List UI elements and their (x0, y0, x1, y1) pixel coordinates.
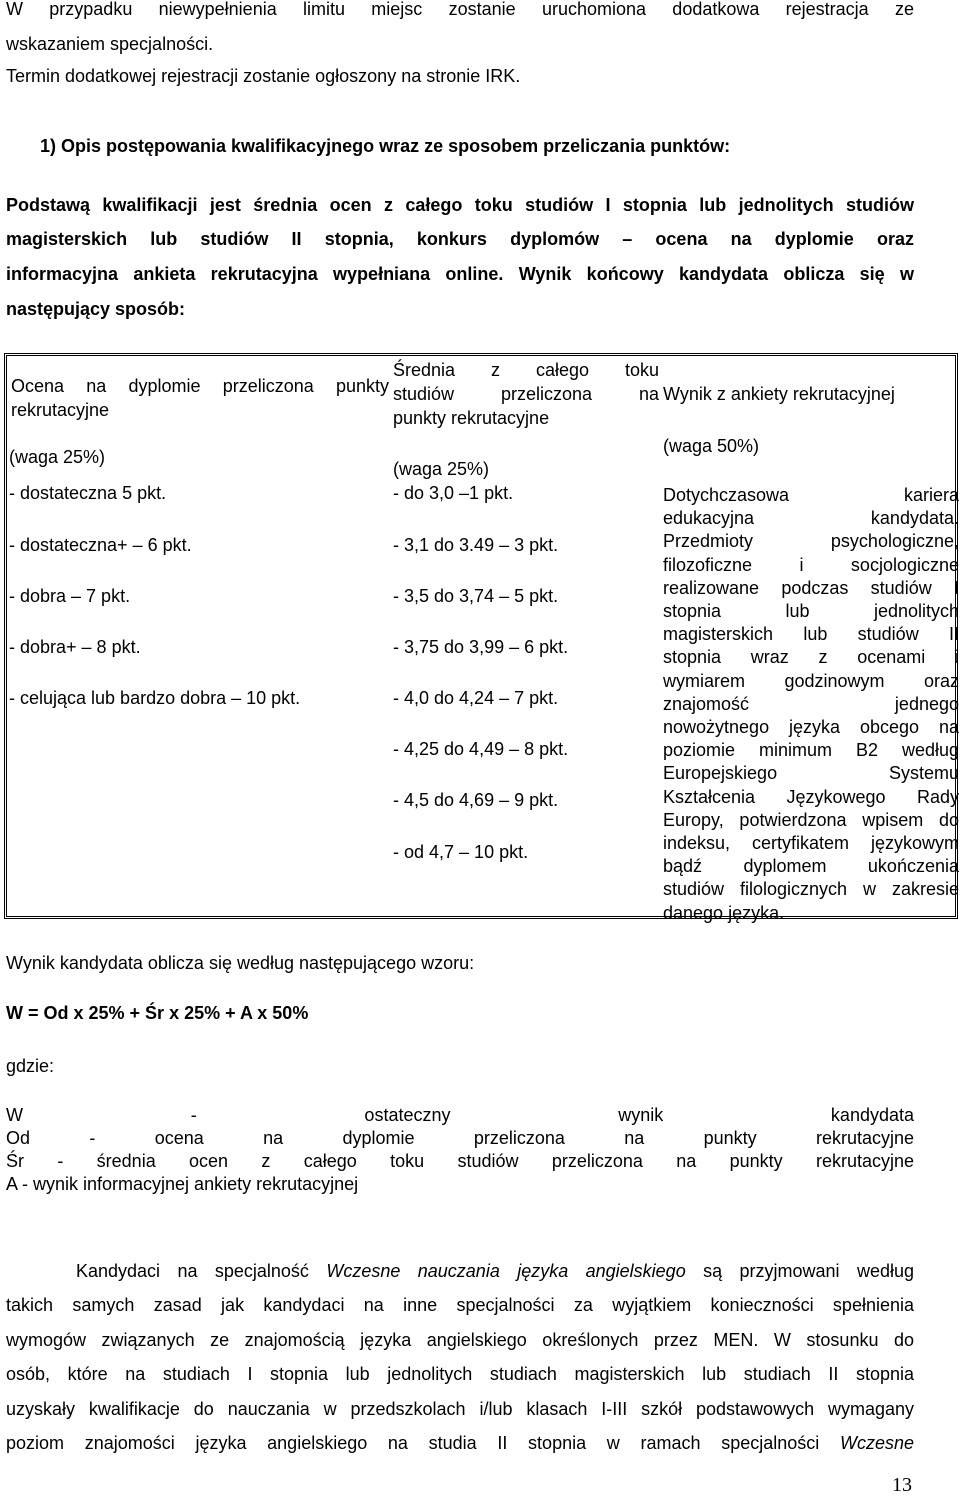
closing-text: Kandydaci na specjalność (76, 1261, 309, 1281)
col3-header: Wynik z ankiety rekrutacyjnej (663, 384, 895, 404)
col3-weight: (waga 50%) (663, 436, 760, 456)
col2-item: - od 4,7 – 10 pkt. (393, 842, 529, 862)
col3-desc-line: Kształcenia Językowego Rady (663, 786, 959, 807)
intro-line-2: wskazaniem specjalności. (6, 34, 214, 54)
col2-item: - 4,5 do 4,69 – 9 pkt. (393, 790, 559, 810)
col2-item: - 3,1 do 3.49 – 3 pkt. (393, 535, 559, 555)
col3-desc-line: studiów filologicznych w zakresie (663, 879, 959, 900)
formula-def: W - ostateczny wynik kandydata (6, 1105, 914, 1125)
col2-item: - 4,25 do 4,49 – 8 pkt. (393, 739, 569, 759)
col3-desc-line: edukacyjna kandydata. (663, 508, 959, 529)
col1-item: - celująca lub bardzo dobra – 10 pkt. (9, 688, 301, 708)
specialty-name: Wczesne nauczania języka angielskiego (326, 1261, 686, 1281)
col1-weight: (waga 25%) (9, 447, 106, 467)
page-number: 13 (892, 1474, 912, 1496)
formula-def: A - wynik informacyjnej ankiety rekrutacyjnej (6, 1174, 359, 1194)
col2-header-line2: studiów przeliczona na (393, 384, 659, 404)
col3-desc-line: magisterskich lub studiów II (663, 624, 959, 645)
section-heading: 1) Opis postępowania kwalifikacyjnego wraz ze sposobem przeliczania punktów: (40, 136, 731, 156)
formula-def: Od - ocena na dyplomie przeliczona na punkty rekrutacyjne (6, 1128, 914, 1148)
col2-header-line3: punkty rekrutacyjne (393, 408, 550, 428)
intro-line-3: Termin dodatkowej rejestracji zostanie ogłoszony na stronie IRK. (6, 66, 521, 86)
col2-item: - do 3,0 –1 pkt. (393, 483, 514, 503)
scoring-table (4, 353, 959, 923)
col1-item: - dobra – 7 pkt. (9, 586, 131, 606)
col3-desc-line: Przedmioty psychologiczne, (663, 531, 959, 552)
para-line-4: następujący sposób: (6, 299, 186, 319)
col1-item: - dostateczna+ – 6 pkt. (9, 535, 192, 555)
col3-desc-line: Europejskiego Systemu (663, 763, 959, 784)
formula-def: Śr - średnia ocen z całego toku studiów przeliczona na punkty rekrutacyjne (6, 1151, 914, 1171)
col2-header-line1: Średnia z całego toku (393, 360, 659, 380)
col2-item: - 4,0 do 4,24 – 7 pkt. (393, 688, 559, 708)
specialty-name: Wczesne (839, 1433, 914, 1453)
col3-desc-line: stopnia lub jednolitych (663, 601, 959, 622)
col3-desc-line: Dotychczasowa kariera (663, 485, 959, 505)
col3-desc-line: nowożytnego języka obcego na (663, 717, 959, 738)
col3-description (663, 484, 959, 925)
closing-line-5: uzyskały kwalifikacje do nauczania w przedszkolach i/lub klasach I-III szkół podstawowych wymagany (6, 1399, 914, 1419)
closing-line-1 (76, 1259, 914, 1283)
col3-desc-line: poziomie minimum B2 według (663, 740, 959, 761)
closing-line-3: wymogów związanych ze znajomością języka angielskiego określonych przez MEN. W stosunku do (6, 1330, 914, 1350)
col2-item: - 3,5 do 3,74 – 5 pkt. (393, 586, 559, 606)
closing-text: poziom znajomości języka angielskiego na studia II stopnia w ramach specjalności (6, 1433, 820, 1453)
col1-item: - dostateczna 5 pkt. (9, 483, 167, 503)
col1-header (11, 374, 389, 422)
col2-item: - 3,75 do 3,99 – 6 pkt. (393, 637, 569, 657)
closing-line-2: takich samych zasad jak kandydaci na inne specjalności za wyjątkiem konieczności spełnienia (6, 1295, 914, 1315)
col3-desc-line: Europy, potwierdzona wpisem do (663, 809, 959, 830)
col3-desc-line: wymiarem godzinowym oraz (663, 670, 959, 691)
para-line-2: magisterskich lub studiów II stopnia, konkurs dyplomów – ocena na dyplomie oraz (6, 229, 914, 249)
formula-where: gdzie: (6, 1056, 55, 1076)
closing-line-4: osób, które na studiach I stopnia lub jednolitych studiach magisterskich lub studiach II stopnia (6, 1364, 914, 1384)
col3-desc-line: znajomość jednego (663, 693, 959, 714)
closing-text: są przyjmowani według (703, 1261, 914, 1281)
formula: W = Od x 25% + Śr x 25% + A x 50% (6, 1003, 309, 1023)
col3-desc-line: filozoficzne i socjologiczne (663, 554, 959, 575)
col3-desc-line: stopnia wraz z ocenami i (663, 647, 959, 668)
col3-desc-line: realizowane podczas studiów I (663, 577, 959, 598)
col1-header-line2: rekrutacyjne (11, 400, 110, 420)
formula-intro: Wynik kandydata oblicza się według następującego wzoru: (6, 953, 475, 973)
closing-line-6 (6, 1431, 914, 1455)
para-line-3: informacyjna ankieta rekrutacyjna wypełniana online. Wynik końcowy kandydata oblicza się w (6, 264, 914, 284)
para-line-1: Podstawą kwalifikacji jest średnia ocen z całego toku studiów I stopnia lub jednolitych studiów (6, 195, 914, 215)
col2-header (393, 358, 659, 430)
col1-header-line1: Ocena na dyplomie przeliczona punkty (11, 376, 389, 396)
col1-item: - dobra+ – 8 pkt. (9, 637, 141, 657)
intro-line-1: W przypadku niewypełnienia limitu miejsc zostanie uruchomiona dodatkowa rejestracja ze (6, 0, 914, 19)
col3-desc-line: indeksu, certyfikatem językowym (663, 833, 959, 854)
col2-weight: (waga 25%) (393, 459, 490, 479)
col3-desc-line: bądź dyplomem ukończenia (663, 856, 959, 877)
col3-desc-line: danego języka. (663, 902, 785, 923)
